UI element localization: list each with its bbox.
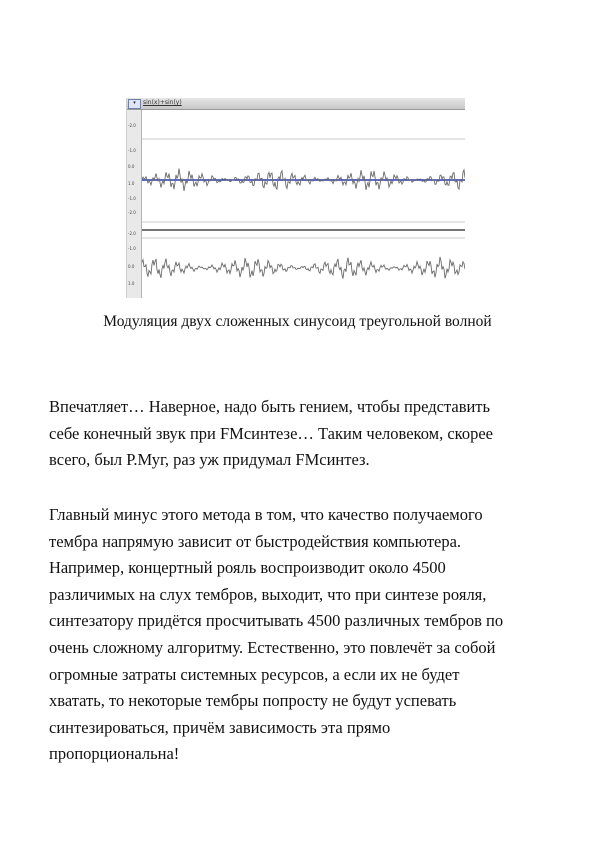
waveform-toolbar	[127, 98, 465, 110]
ruler-tick-label: -1.0	[128, 148, 136, 153]
text-line: различимых на слух тембров, выходит, что при синтезе рояля,	[49, 584, 487, 604]
paragraph-1	[49, 394, 569, 474]
text-line: тембра напрямую зависит от быстродействия компьютера.	[49, 531, 462, 551]
text-line: синтезироваться, причём зависимость эта прямо	[49, 717, 391, 737]
ruler-tick-label: -1.0	[128, 246, 136, 251]
ruler-tick-label: -2.0	[128, 231, 136, 236]
paragraph-2	[49, 502, 569, 768]
amplitude-ruler	[127, 110, 142, 298]
text-line: огромные затраты системных ресурсов, а если их не будет	[49, 664, 460, 684]
ruler-tick-label: 0.0	[128, 164, 135, 169]
text-line: пропорциональна!	[49, 744, 180, 764]
text-line: Например, концертный рояль воспроизводит около 4500	[49, 558, 446, 578]
text-line: себе конечный звук при FMсинтезе… Таким человеком, скорее	[49, 423, 494, 443]
text-line: Впечатляет… Наверное, надо быть гением, чтобы представить	[49, 397, 491, 416]
ruler-tick-label: -2.0	[128, 210, 136, 215]
amplitude-ruler-svg	[127, 110, 141, 298]
waveform-plot	[142, 110, 465, 298]
bottom-channel-waveform	[142, 257, 465, 279]
track-title[interactable]: sin(x)+sin(y)	[143, 99, 182, 106]
ruler-tick-label: 0.0	[128, 264, 135, 269]
text-line: всего, был Р.Муг, раз уж придумал FMсинтез.	[49, 450, 370, 470]
track-menu-icon[interactable]: ▾	[128, 99, 141, 109]
waveform-figure	[126, 98, 465, 298]
text-line: синтезатору придётся просчитывать 4500 различных тембров по	[49, 611, 504, 631]
ruler-tick-label: 1.0	[128, 281, 135, 286]
ruler-tick-label: -1.0	[128, 196, 136, 201]
text-line: Главный минус этого метода в том, что качество получаемого	[49, 505, 483, 524]
ruler-tick-label: -2.0	[128, 123, 136, 128]
text-line: очень сложному алгоритму. Естественно, это повлечёт за собой	[49, 637, 496, 657]
figure-caption: Модуляция двух сложенных синусоид треугольной волной	[103, 313, 492, 330]
text-line: хватать, то некоторые тембры попросту не будут успевать	[49, 691, 457, 711]
ruler-tick-label: 1.0	[128, 181, 135, 186]
